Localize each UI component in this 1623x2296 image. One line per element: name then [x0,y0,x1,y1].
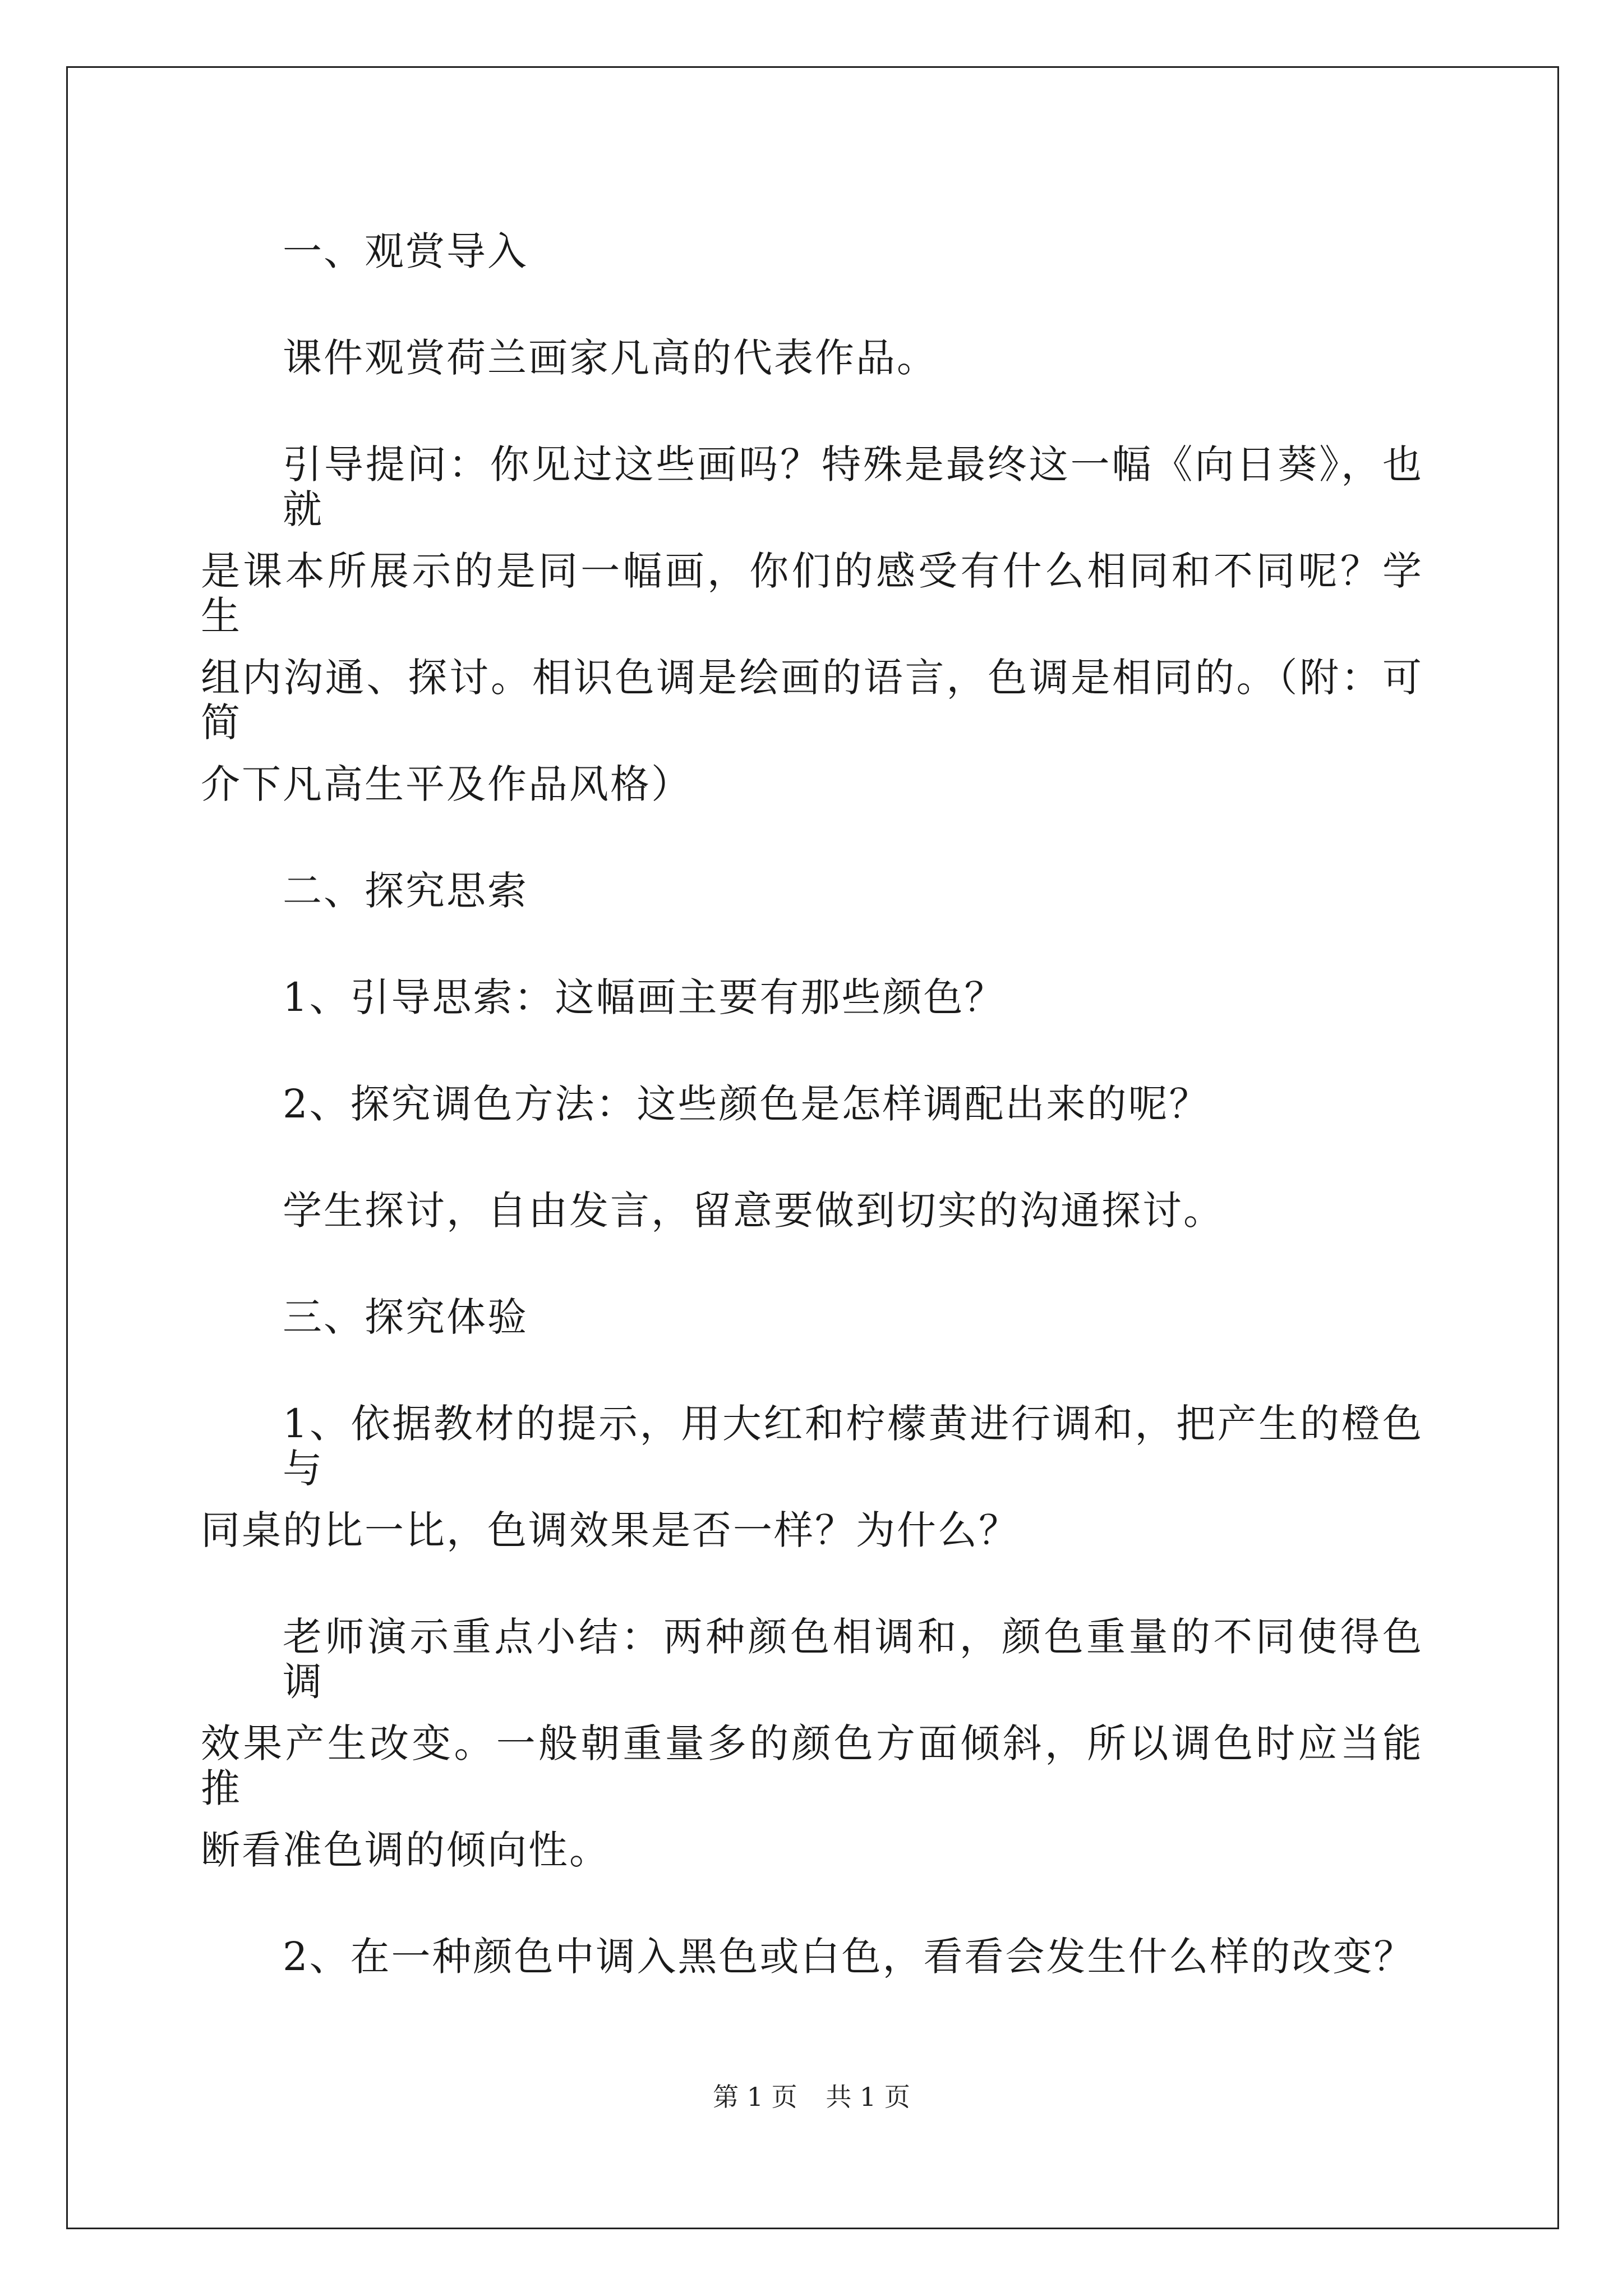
page-border [66,66,1559,2229]
paragraph-line: 老师演示重点小结：两种颜色相调和，颜色重量的不同使得色调 [283,1614,1423,1705]
paragraph-line: 课件观赏荷兰画家凡高的代表作品。 [283,335,938,381]
page-number-total: 共 1 页 [826,2082,910,2112]
paragraph-line: 组内沟通、探讨。相识色调是绘画的语言，色调是相同的。（附：可简 [201,655,1423,746]
heading-section-2: 二、探究思索 [283,868,528,914]
paragraph-line: 断看准色调的倾向性。 [201,1827,610,1873]
heading-section-1: 一、观赏导入 [283,228,528,274]
paragraph-line: 2、探究调色方法：这些颜色是怎样调配出来的呢？ [283,1081,1210,1127]
paragraph-line: 1、依据教材的提示，用大红和柠檬黄进行调和，把产生的橙色与 [283,1401,1423,1492]
paragraph-line: 2、在一种颜色中调入黑色或白色，看看会发生什么样的改变？ [283,1934,1415,1980]
paragraph-line: 是课本所展示的是同一幅画，你们的感受有什么相同和不同呢？学生 [201,548,1423,639]
heading-section-3: 三、探究体验 [283,1294,528,1340]
paragraph-line: 介下凡高生平及作品风格） [201,761,692,807]
page-number-current: 第 1 页 [713,2082,797,2112]
paragraph-line: 效果产生改变。一般朝重量多的颜色方面倾斜，所以调色时应当能推 [201,1720,1423,1811]
paragraph-line: 引导提问：你见过这些画吗？特殊是最终这一幅《向日葵》，也就 [283,441,1423,532]
page-footer [0,2081,1623,2113]
paragraph-line: 同桌的比一比，色调效果是否一样？为什么？ [201,1507,1020,1553]
paragraph-line: 学生探讨，自由发言，留意要做到切实的沟通探讨。 [283,1188,1224,1234]
paragraph-line: 1、引导思索：这幅画主要有那些颜色？ [283,974,1006,1020]
